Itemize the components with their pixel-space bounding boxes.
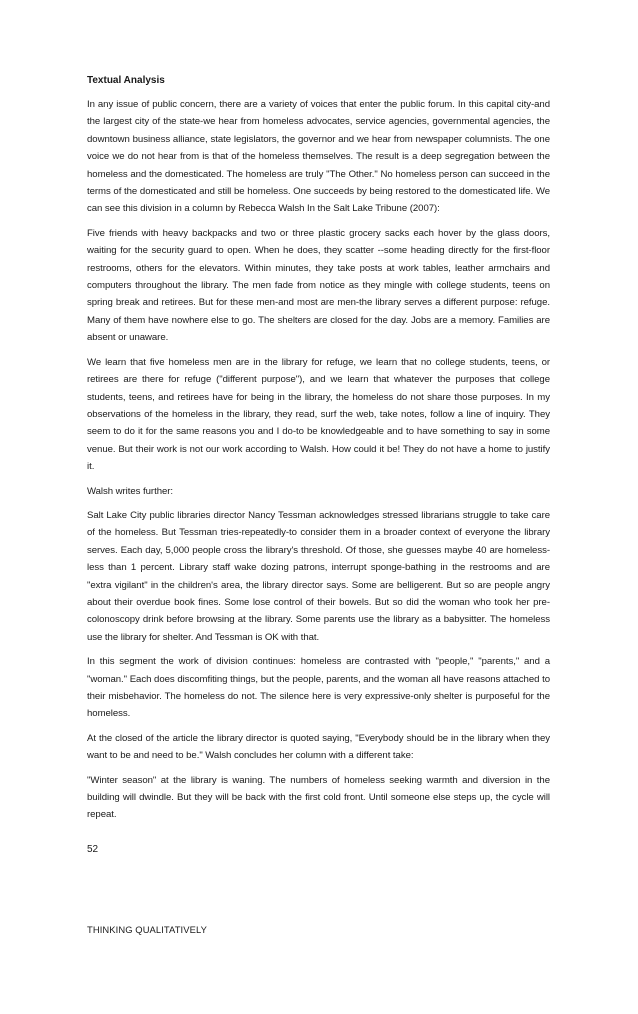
- paragraph: Five friends with heavy backpacks and two or three plastic grocery sacks each hover by the glass doors, waiting for the security guard to open. When he does, they scatter --some heading directly for the first-floor restrooms, others for the elevators. Within minutes, they take posts at work tables, leather armchairs and computers throughout the library. The men fade from notice as they mingle with college students, teens on spring break and retirees. But for these men-and most are men-the library serves a different purpose: refuge. Many of them have nowhere else to go. The shelters are closed for the day. Jobs are a memory. Families are absent or unaware.: [87, 227, 550, 344]
- paragraph: Walsh writes further:: [87, 485, 174, 497]
- paragraph: "Winter season" at the library is waning. The numbers of homeless seeking warmth and diversion in the building will dwindle. But they will be back with the first cold front. Until someone else steps up, the cycle will repeat.: [87, 774, 550, 821]
- paragraph: In this segment the work of division continues: homeless are contrasted with "people," "parents," and a "woman." Each does discomfiting things, but the people, parents, and the woman all have reasons attached to their misbehavior. The homeless do not. The silence here is very expressive-only shelter is purposeful for the homeless.: [87, 656, 550, 720]
- running-footer: THINKING QUALITATIVELY: [87, 924, 207, 935]
- paragraph: At the closed of the article the library director is quoted saying, "Everybody should be in the library when they want to be and need to be." Walsh concludes her column with a different take:: [87, 732, 550, 762]
- paragraph: Salt Lake City public libraries director Nancy Tessman acknowledges stressed librarians struggle to take care of the homeless. But Tessman tries-repeatedly-to consider them in a broader context of everyone the library serves. Each day, 5,000 people cross the library's threshold. Of those, she guesses maybe 40 are homeless-less than 1 percent. Library staff wake dozing patrons, interrupt sponge-bathing in the restrooms and are "extra vigilant" in the children's area, the library director says. Some are belligerent. But so are people angry about their overdue book fines. Some lose control of their bowels. But so did the woman who took her pre-colonoscopy drink before browsing at the library. Some parents use the library as a babysitter. The homeless use the library for shelter. And Tessman is OK with that.: [87, 509, 550, 643]
- paragraph: We learn that five homeless men are in the library for refuge, we learn that no college students, teens, or retirees are there for refuge ("different purpose"), and we learn that whatever the purposes that college students, teens, and retirees have for being in the library, the homeless do not share those purposes. In my observations of the homeless in the library, they read, surf the web, take notes, follow a line of inquiry. They seem to do it for the same reasons you and I do-to be knowledgeable and to have something to say in some venue. But their work is not our work according to Walsh. How could it be! They do not have a home to justify it.: [87, 356, 550, 473]
- section-heading: Textual Analysis: [87, 75, 165, 86]
- page-number: 52: [87, 844, 99, 855]
- body-text: [87, 96, 550, 831]
- paragraph: In any issue of public concern, there are a variety of voices that enter the public forum. In this capital city-and the largest city of the state-we hear from homeless advocates, service agencies, governmental agencies, the downtown business alliance, state legislators, the governor and we hear from newspaper columnists. The one voice we do not hear from is that of the homeless themselves. The result is a deep segregation between the homeless and the domesticated. The homeless are truly "The Other." No homeless person can succeed in the terms of the domesticated and still be homeless. One succeeds by being restored to the domesticated life. We can see this division in a column by Rebecca Walsh In the Salt Lake Tribune (2007):: [87, 99, 550, 215]
